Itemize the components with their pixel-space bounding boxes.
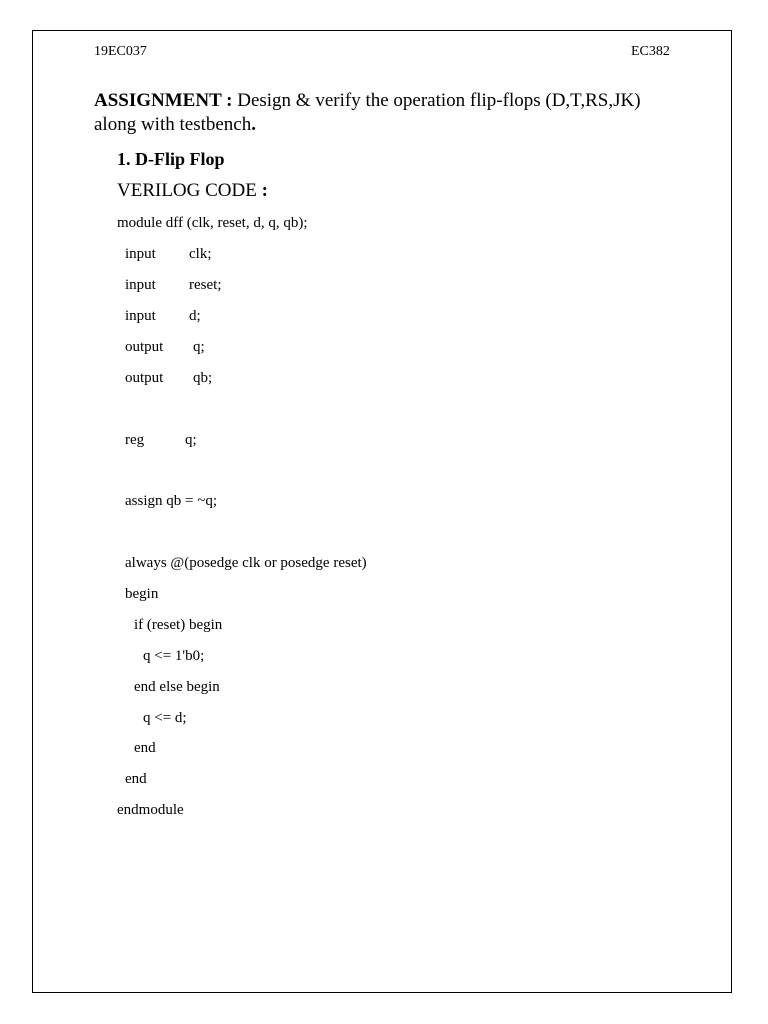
signal-reset: reset; [189, 277, 222, 293]
code-assign-statement: assign qb = ~q; [125, 493, 217, 509]
code-output-q [125, 338, 205, 356]
keyword-input: input [125, 277, 156, 293]
page-border [32, 30, 732, 993]
section-title: 1. D-Flip Flop [117, 149, 225, 169]
signal-q-reg: q; [185, 432, 197, 448]
code-end-else-begin: end else begin [134, 679, 220, 695]
code-input-clk [125, 245, 212, 263]
keyword-reg: reg [125, 432, 145, 448]
code-q-assign-zero: q <= 1'b0; [143, 648, 205, 664]
keyword-input: input [125, 308, 156, 324]
code-heading-text: VERILOG CODE [117, 180, 257, 201]
course-code: EC382 [631, 44, 670, 59]
code-if-reset: if (reset) begin [134, 617, 223, 633]
code-q-assign-d: q <= d; [143, 710, 187, 726]
code-input-d [125, 307, 201, 325]
code-module-declaration: module dff (clk, reset, d, q, qb); [117, 215, 308, 231]
code-output-qb [125, 369, 212, 387]
code-end-outer: end [125, 771, 147, 787]
code-reg-q [125, 431, 197, 449]
signal-q: q; [193, 339, 205, 355]
assignment-period: . [251, 114, 256, 135]
assignment-label: ASSIGNMENT : [94, 90, 233, 111]
code-always-block: always @(posedge clk or posedge reset) [125, 555, 367, 571]
assignment-text: Design & verify the operation flip-flops (D,T,RS,JK) along with testbench [94, 90, 641, 135]
code-endmodule: endmodule [117, 802, 184, 818]
keyword-input: input [125, 246, 156, 262]
keyword-output: output [125, 370, 164, 386]
signal-d: d; [189, 308, 201, 324]
roll-number: 19EC037 [94, 44, 147, 59]
code-heading [117, 180, 268, 202]
signal-clk: clk; [189, 246, 212, 262]
code-end-inner: end [134, 740, 156, 756]
code-begin-outer: begin [125, 586, 159, 602]
keyword-output: output [125, 339, 164, 355]
code-heading-colon: : [261, 180, 268, 201]
assignment-statement [94, 89, 654, 137]
signal-qb: qb; [193, 370, 213, 386]
code-input-reset [125, 276, 221, 294]
